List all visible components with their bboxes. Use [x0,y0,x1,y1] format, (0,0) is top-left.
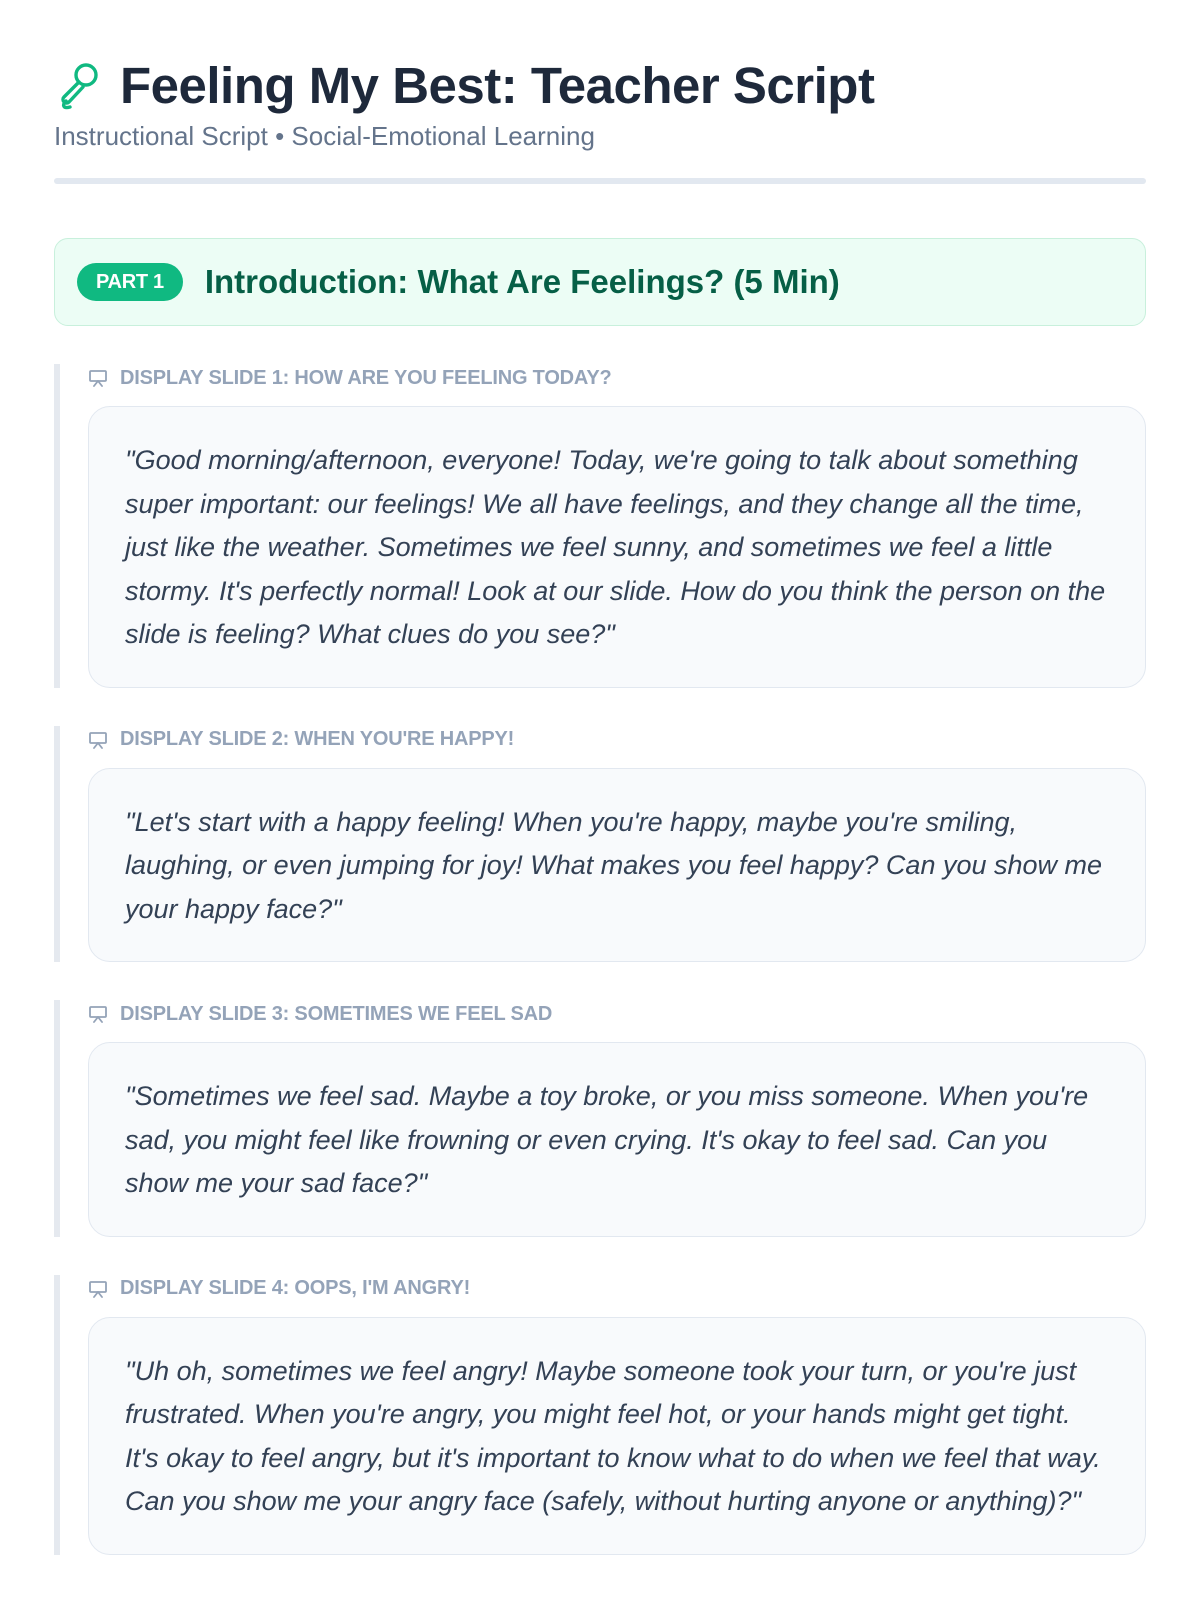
script-text: "Sometimes we feel sad. Maybe a toy broke, or you miss someone. When you're sad, you might feel like frowning or even crying. It's okay to feel sad. Can you show me your sad face?" [88,1042,1146,1237]
title-row [54,56,1146,116]
presentation-icon [88,1279,108,1299]
slide-label: DISPLAY SLIDE 3: SOMETIMES WE FEEL SAD [120,1002,553,1025]
part-title: Introduction: What Are Feelings? (5 Min) [204,263,840,300]
presentation-icon [88,368,108,388]
presentation-icon [88,730,108,750]
microphone-icon [54,61,104,111]
header-divider [54,178,1146,184]
slide-label: DISPLAY SLIDE 1: HOW ARE YOU FEELING TODAY? [120,366,612,389]
page-header [54,0,1146,152]
slides-list [54,364,1146,1555]
slide-label-row [88,364,1146,392]
part-banner [54,238,1146,326]
slide-block [54,726,1146,963]
slide-label: DISPLAY SLIDE 2: WHEN YOU'RE HAPPY! [120,728,515,750]
script-text: "Good morning/afternoon, everyone! Today, we're going to talk about something super important: our feelings! We all have feelings, and they change all the time, just like the weather. Sometimes we feel sunny, and sometimes we feel a little stormy. It's perfectly normal! Look at our slide. How do you think the person on the slide is feeling? What clues do you see?" [88,406,1146,688]
page-subtitle: Instructional Script • Social-Emotional Learning [54,121,595,151]
slide-label-row [88,1275,1146,1303]
page-title: Feeling My Best: Teacher Script [120,57,875,114]
part-badge: PART 1 [77,263,183,301]
presentation-icon [88,1004,108,1024]
slide-label-row [88,726,1146,754]
slide-block [54,1275,1146,1555]
slide-block [54,364,1146,688]
slide-label: DISPLAY SLIDE 4: OOPS, I'M ANGRY! [120,1277,471,1299]
script-text: "Uh oh, sometimes we feel angry! Maybe someone took your turn, or you're just frustrated. When you're angry, you might feel hot, or your hands might get tight. It's okay to feel angry, but it's important to know what to do when we feel that way. Can you show me your angry face (safely, without hurting anyone or anything)?" [88,1317,1146,1555]
script-text: "Let's start with a happy feeling! When you're happy, maybe you're smiling, laughing, or even jumping for joy! What makes you feel happy? Can you show me your happy face?" [88,768,1146,963]
slide-label-row [88,1000,1146,1028]
slide-block [54,1000,1146,1237]
